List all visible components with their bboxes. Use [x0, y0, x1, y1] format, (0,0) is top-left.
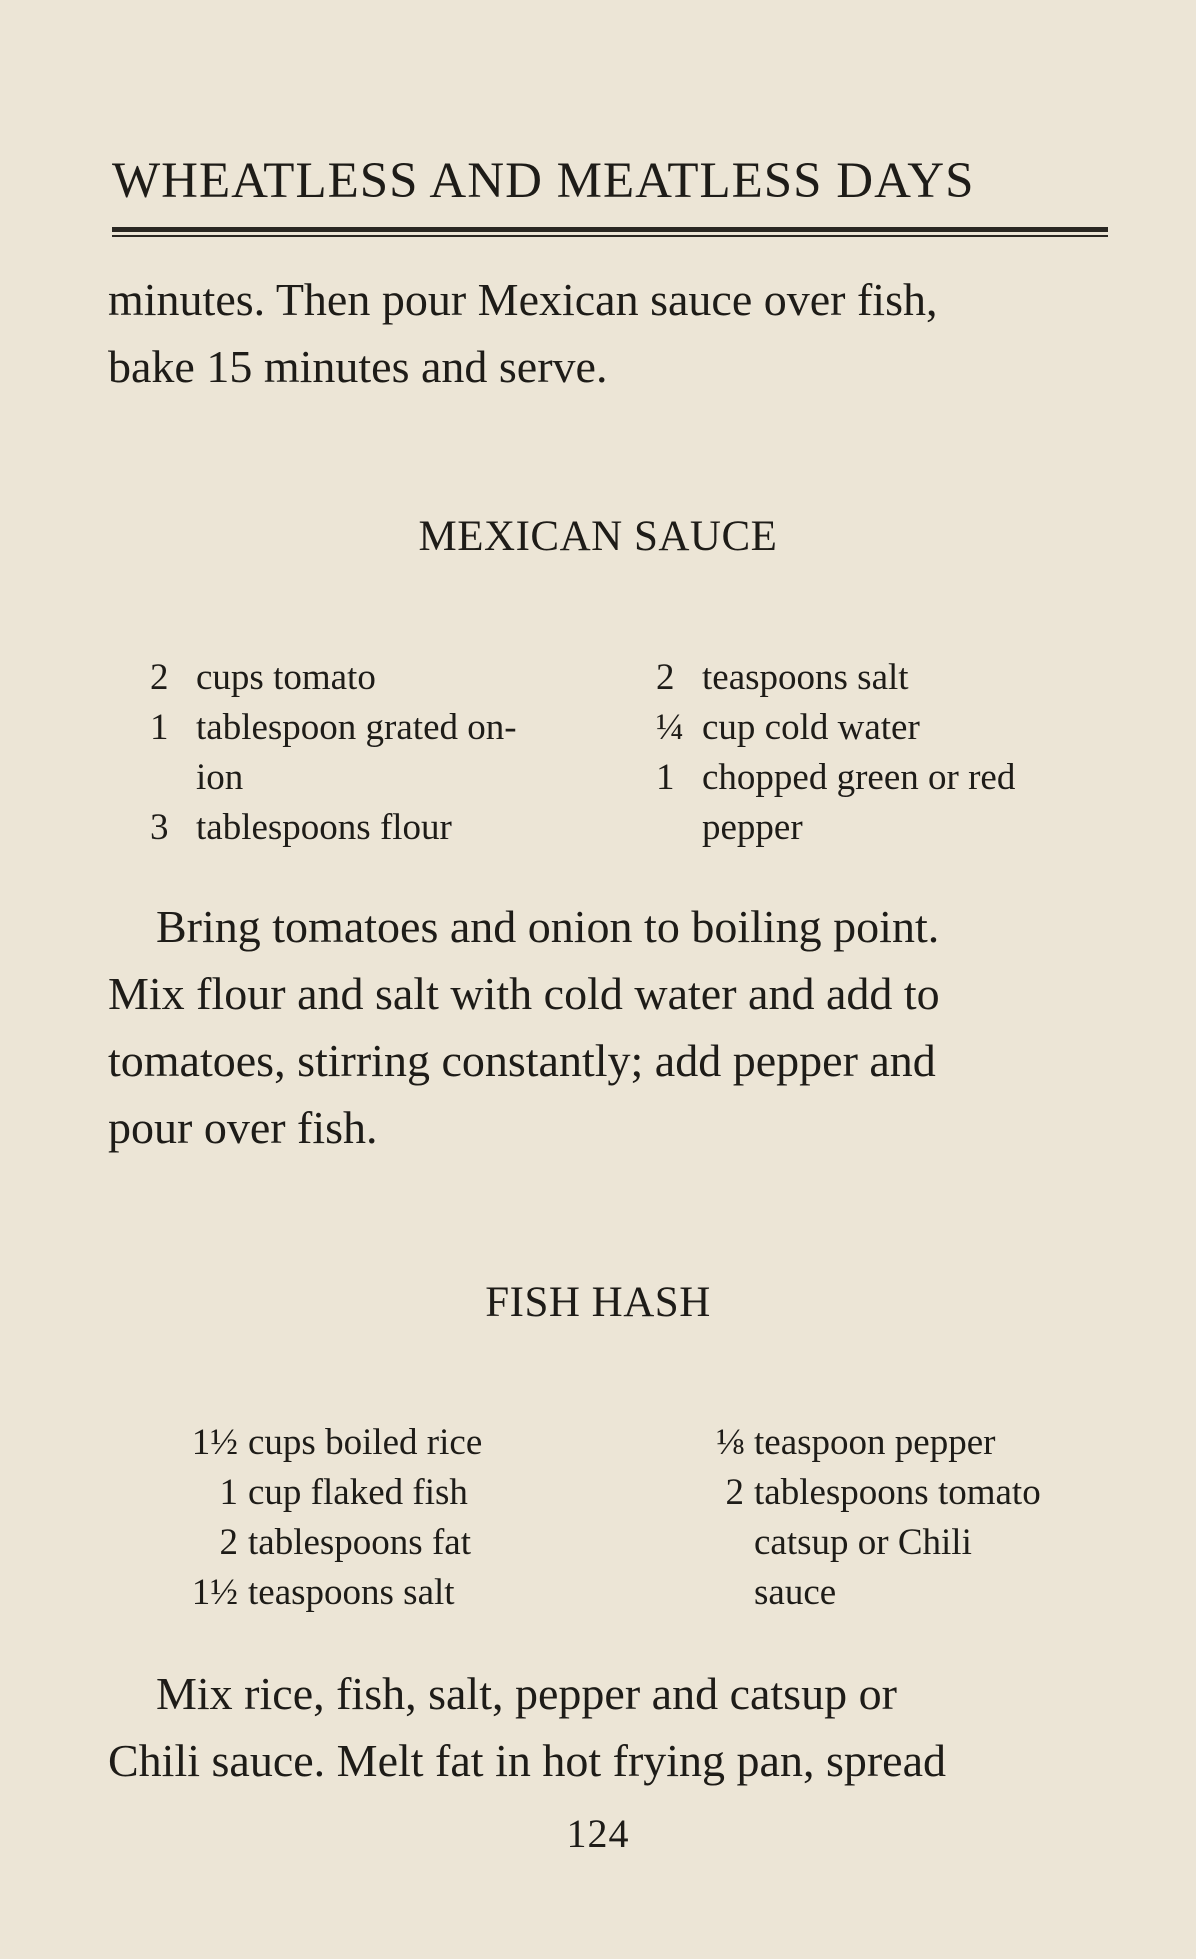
ingredients-left-column [150, 1418, 610, 1618]
page-number: 124 [566, 1811, 630, 1856]
ingredient-text: cups tomato [196, 657, 376, 698]
fish-hash-heading: FISH HASH [485, 1279, 711, 1326]
mexican-sauce-heading: MEXICAN SAUCE [418, 513, 778, 560]
mexican-sauce-ingredients [150, 653, 1106, 853]
ingredients-left-column [150, 653, 610, 853]
method-line: Mix rice, fish, salt, pepper and catsup or [156, 1668, 897, 1719]
ingredient-qty [656, 1568, 754, 1618]
continuation-line-1: minutes. Then pour Mexican sauce over fish, [108, 274, 938, 325]
ingredient-qty: 1 [150, 707, 169, 748]
ingredient-text: cups boiled rice [248, 1422, 483, 1463]
header-rule-thin [112, 235, 1108, 237]
ingredient-qty: ⅛ [716, 1422, 744, 1463]
ingredient-qty [656, 803, 702, 853]
ingredient-item [656, 1418, 1106, 1468]
method-line: Mix flour and salt with cold water and add to [108, 968, 940, 1019]
method-line: pour over fish. [108, 1102, 378, 1153]
ingredient-qty: 2 [150, 657, 169, 698]
method-line: tomatoes, stirring constantly; add pepper and [108, 1035, 936, 1086]
ingredient-text: ion [196, 757, 244, 798]
ingredient-item [150, 1568, 610, 1618]
ingredient-qty: 2 [219, 1522, 238, 1563]
ingredient-item [150, 1468, 610, 1518]
fish-hash-ingredients [150, 1418, 1106, 1618]
ingredient-item [656, 653, 1106, 703]
ingredient-qty: 2 [656, 657, 675, 698]
ingredient-text: catsup or Chili [754, 1522, 972, 1563]
ingredient-item [150, 753, 610, 803]
header-rule-thick [112, 227, 1108, 232]
method-line: Chili sauce. Melt fat in hot frying pan, spread [108, 1735, 947, 1786]
fish-hash-method [108, 1660, 1104, 1794]
ingredient-item [656, 753, 1106, 803]
ingredient-text: tablespoons fat [248, 1522, 471, 1563]
ingredient-text: sauce [754, 1572, 837, 1613]
mexican-sauce-method [108, 893, 1104, 1161]
ingredient-item [150, 703, 610, 753]
ingredients-right-column [656, 653, 1106, 853]
ingredient-text: chopped green or red [702, 757, 1016, 798]
ingredient-text: tablespoons tomato [754, 1472, 1041, 1513]
ingredients-right-column [656, 1418, 1106, 1618]
ingredient-item [656, 703, 1106, 753]
ingredient-item [656, 1568, 1106, 1618]
ingredient-text: pepper [702, 807, 803, 848]
ingredient-qty: 1 [219, 1472, 238, 1513]
ingredient-text: cup cold water [702, 707, 920, 748]
running-head: WHEATLESS AND MEATLESS DAYS [112, 153, 975, 209]
ingredient-text: teaspoon pepper [754, 1422, 996, 1463]
ingredient-text: teaspoons salt [248, 1572, 455, 1613]
ingredient-qty: 3 [150, 807, 169, 848]
ingredient-qty: 1½ [191, 1422, 238, 1463]
ingredient-qty: 1½ [191, 1572, 238, 1613]
continuation-line-2: bake 15 minutes and serve. [108, 341, 608, 392]
continuation-paragraph [108, 266, 1104, 400]
ingredient-item [150, 1518, 610, 1568]
ingredient-text: cup flaked fish [248, 1472, 468, 1513]
ingredient-text: tablespoons flour [196, 807, 452, 848]
ingredient-item [150, 653, 610, 703]
ingredient-text: teaspoons salt [702, 657, 909, 698]
ingredient-text: tablespoon grated on- [196, 707, 517, 748]
ingredient-item [656, 803, 1106, 853]
ingredient-item [150, 1418, 610, 1468]
ingredient-item [656, 1468, 1106, 1518]
method-line: Bring tomatoes and onion to boiling point. [156, 901, 940, 952]
ingredient-item [150, 803, 610, 853]
ingredient-qty: ¼ [656, 707, 684, 748]
ingredient-item [656, 1518, 1106, 1568]
ingredient-qty [150, 753, 196, 803]
ingredient-qty [656, 1518, 754, 1568]
ingredient-qty: 1 [656, 757, 675, 798]
ingredient-qty: 2 [725, 1472, 744, 1513]
